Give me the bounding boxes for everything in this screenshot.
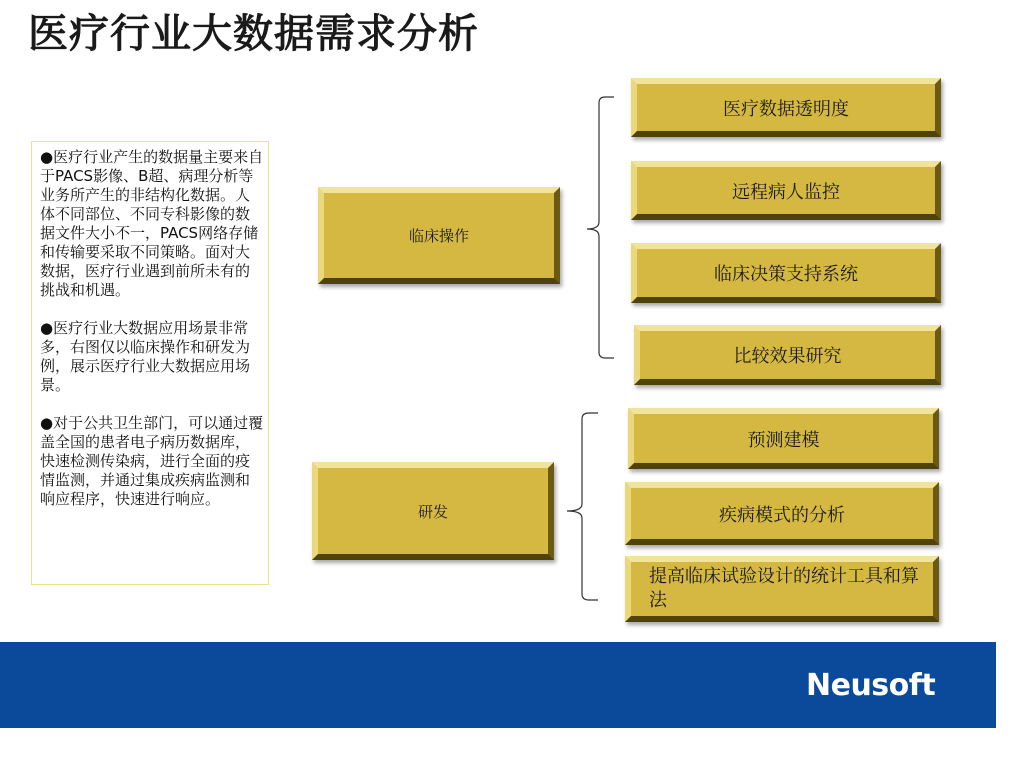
item-predictive-modeling (628, 408, 939, 469)
item-decision-support (631, 243, 941, 303)
description-paragraph-3: ●对于公共卫生部门，可以通过覆盖全国的患者电子病历数据库，快速检测传染病，进行全面的疫情监测，并通过集成疾病监测和响应程序，快速进行响应。 (40, 414, 264, 508)
description-paragraph-2: ●医疗行业大数据应用场景非常多，右图仅以临床操作和研发为例，展示医疗行业大数据应用场景。 (40, 319, 251, 394)
item-comparative-effectiveness (634, 325, 941, 385)
page-title: 医疗行业大数据需求分析 (28, 11, 479, 57)
neusoft-logo: Neusoft (806, 668, 936, 703)
item-disease-pattern (625, 482, 939, 545)
item-label: 临床决策支持系统 (714, 264, 858, 285)
item-label: 提高临床试验设计的统计工具和算法 (649, 566, 919, 611)
item-data-transparency (631, 78, 941, 137)
item-remote-monitoring (631, 161, 941, 220)
category-rnd-label: 研发 (417, 502, 448, 521)
item-label: 远程病人监控 (732, 181, 840, 203)
category-clinical-box (318, 187, 560, 284)
item-label: 比较效果研究 (733, 346, 842, 367)
category-rnd-box (312, 462, 554, 560)
description-paragraph-1: ●医疗行业产生的数据量主要来自于PACS影像、B超、病理分析等业务所产生的非结构化数据。人体不同部位、不同专科影像的数据文件大小不一，PACS网络存储和传输要采取不同策略。面对大数据，医疗行业遇到前所未有的挑战和机遇。 (40, 148, 264, 299)
description-textbox (31, 141, 269, 585)
category-clinical-label: 临床操作 (408, 227, 469, 245)
item-label: 医疗数据透明度 (723, 98, 849, 120)
item-label: 预测建模 (747, 429, 820, 451)
item-label: 疾病模式的分析 (719, 504, 845, 526)
item-trial-design-tools (625, 556, 939, 622)
rnd-brace (567, 413, 598, 600)
clinical-brace (587, 97, 614, 358)
